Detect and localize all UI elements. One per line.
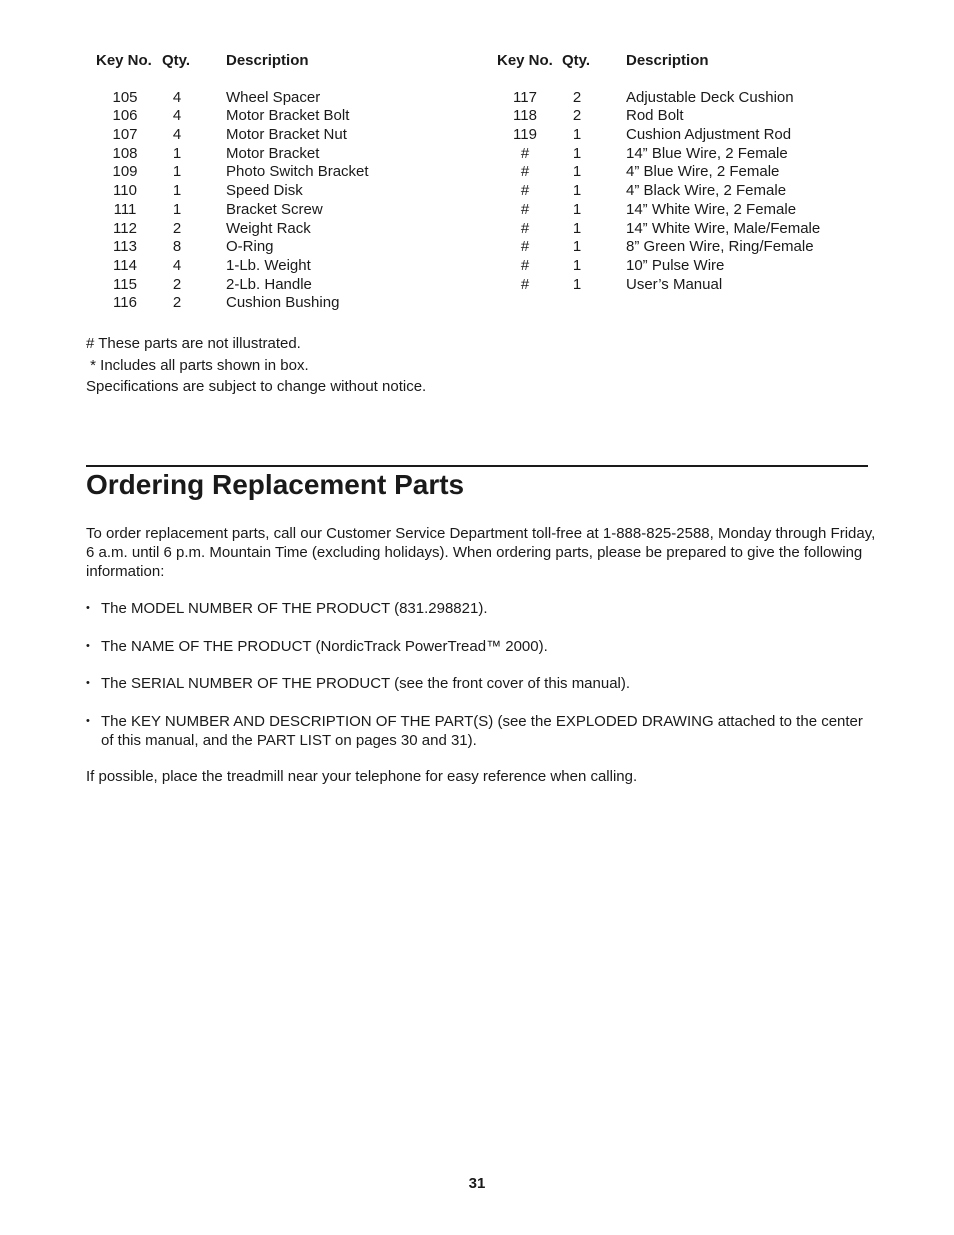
part-key: 114 (113, 256, 137, 274)
part-description: 14” White Wire, Male/Female (626, 219, 821, 237)
part-qty: 1 (172, 163, 182, 181)
intro-paragraph: To order replacement parts, call our Customer Service Department toll-free at 1-888-825-2588, Monday through Friday, 6 a.m. until 6 p.m. Mountain Time (excluding holidays). When ordering parts, please be prepared to give the following information: (86, 525, 876, 581)
part-qty: 4 (172, 107, 182, 125)
closing-paragraph: If possible, place the treadmill near your telephone for easy reference when calling. (86, 768, 638, 785)
part-qty: 1 (572, 238, 582, 256)
info-bullet-list (86, 599, 876, 769)
part-description: Speed Disk (226, 182, 303, 200)
part-qty: 1 (172, 200, 182, 218)
part-qty: 1 (572, 256, 582, 274)
part-qty: 4 (172, 256, 182, 274)
qty-header: Qty. (562, 52, 591, 69)
part-key: # (520, 275, 530, 293)
part-key: 117 (513, 88, 537, 106)
bullet-text: The MODEL NUMBER OF THE PRODUCT (831.298821). (101, 600, 488, 617)
part-description: 8” Green Wire, Ring/Female (626, 238, 814, 256)
part-key: # (520, 144, 530, 162)
bullet-icon: • (86, 714, 90, 727)
section-title: Ordering Replacement Parts (86, 469, 465, 500)
part-qty: 2 (572, 88, 582, 106)
part-description: Rod Bolt (626, 107, 684, 125)
part-key: 108 (112, 144, 138, 162)
part-description: O-Ring (226, 238, 274, 256)
part-description: 4” Black Wire, 2 Female (626, 182, 787, 200)
includes-box-note: * Includes all parts shown in box. (86, 356, 309, 374)
part-description: User’s Manual (626, 275, 723, 293)
part-description: Photo Switch Bracket (226, 163, 369, 181)
part-description: Wheel Spacer (226, 88, 321, 106)
part-qty: 1 (572, 163, 582, 181)
part-description: Motor Bracket (226, 144, 320, 162)
part-description: 14” Blue Wire, 2 Female (626, 144, 788, 162)
part-qty: 1 (572, 144, 582, 162)
part-key: # (520, 238, 530, 256)
part-description: Weight Rack (226, 219, 311, 237)
specifications-note: Specifications are subject to change without notice. (86, 378, 427, 395)
part-qty: 1 (172, 182, 182, 200)
part-description: 4” Blue Wire, 2 Female (626, 163, 780, 181)
bullet-text: The SERIAL NUMBER OF THE PRODUCT (see the front cover of this manual). (101, 675, 631, 692)
list-item (86, 637, 876, 657)
part-qty: 4 (172, 88, 182, 106)
bullet-icon: • (86, 602, 90, 614)
part-description: 1-Lb. Weight (226, 256, 311, 274)
list-item (86, 712, 876, 751)
part-key: 115 (113, 275, 137, 293)
part-key: 118 (513, 107, 537, 125)
part-description: Cushion Bushing (226, 294, 340, 312)
part-description: 14” White Wire, 2 Female (626, 200, 797, 218)
part-qty: 1 (572, 219, 582, 237)
part-key: # (520, 163, 530, 181)
part-key: 119 (513, 126, 537, 144)
part-qty: 1 (572, 275, 582, 293)
part-qty: 1 (572, 182, 582, 200)
part-description: Adjustable Deck Cushion (626, 88, 794, 106)
part-key: # (520, 256, 530, 274)
part-qty: 2 (172, 219, 182, 237)
part-qty: 2 (172, 275, 182, 293)
parts-notes (86, 333, 426, 398)
part-qty: 4 (172, 126, 182, 144)
qty-header: Qty. (162, 52, 191, 69)
page-number: 31 (468, 1175, 486, 1192)
bullet-text: The KEY NUMBER AND DESCRIPTION OF THE PART(S) (see the EXPLODED DRAWING attached to the center of this manual, and the PART LIST on pages 30 and 31). (101, 712, 863, 749)
part-qty: 1 (572, 200, 582, 218)
list-item (86, 599, 876, 619)
key-no-header: Key No. (497, 52, 553, 69)
part-key: 112 (113, 219, 137, 237)
part-qty: 1 (172, 144, 182, 162)
part-description: Motor Bracket Bolt (226, 107, 350, 125)
part-key: 105 (112, 88, 138, 106)
part-key: # (520, 182, 530, 200)
part-key: 107 (112, 126, 138, 144)
part-qty: 2 (572, 107, 582, 125)
part-key: 109 (112, 163, 138, 181)
description-header: Description (226, 52, 309, 69)
part-key: 106 (112, 107, 138, 125)
list-item (86, 674, 876, 694)
part-description: Cushion Adjustment Rod (626, 126, 792, 144)
part-key: 110 (113, 182, 137, 200)
bullet-icon: • (86, 677, 90, 689)
part-key: # (520, 200, 530, 218)
part-key: 116 (113, 294, 137, 312)
part-key: 113 (113, 238, 137, 256)
part-qty: 2 (172, 294, 182, 312)
part-qty: 8 (172, 238, 182, 256)
not-illustrated-note: # These parts are not illustrated. (86, 335, 301, 352)
part-description: 2-Lb. Handle (226, 275, 312, 293)
description-header: Description (626, 52, 709, 69)
key-no-header: Key No. (96, 52, 152, 69)
part-key: 111 (113, 200, 137, 218)
part-description: Bracket Screw (226, 200, 323, 218)
part-description: 10” Pulse Wire (626, 256, 725, 274)
part-key: # (520, 219, 530, 237)
part-qty: 1 (572, 126, 582, 144)
bullet-icon: • (86, 639, 90, 652)
part-description: Motor Bracket Nut (226, 126, 347, 144)
bullet-text: The NAME OF THE PRODUCT (NordicTrack PowerTread™ 2000). (101, 637, 548, 655)
